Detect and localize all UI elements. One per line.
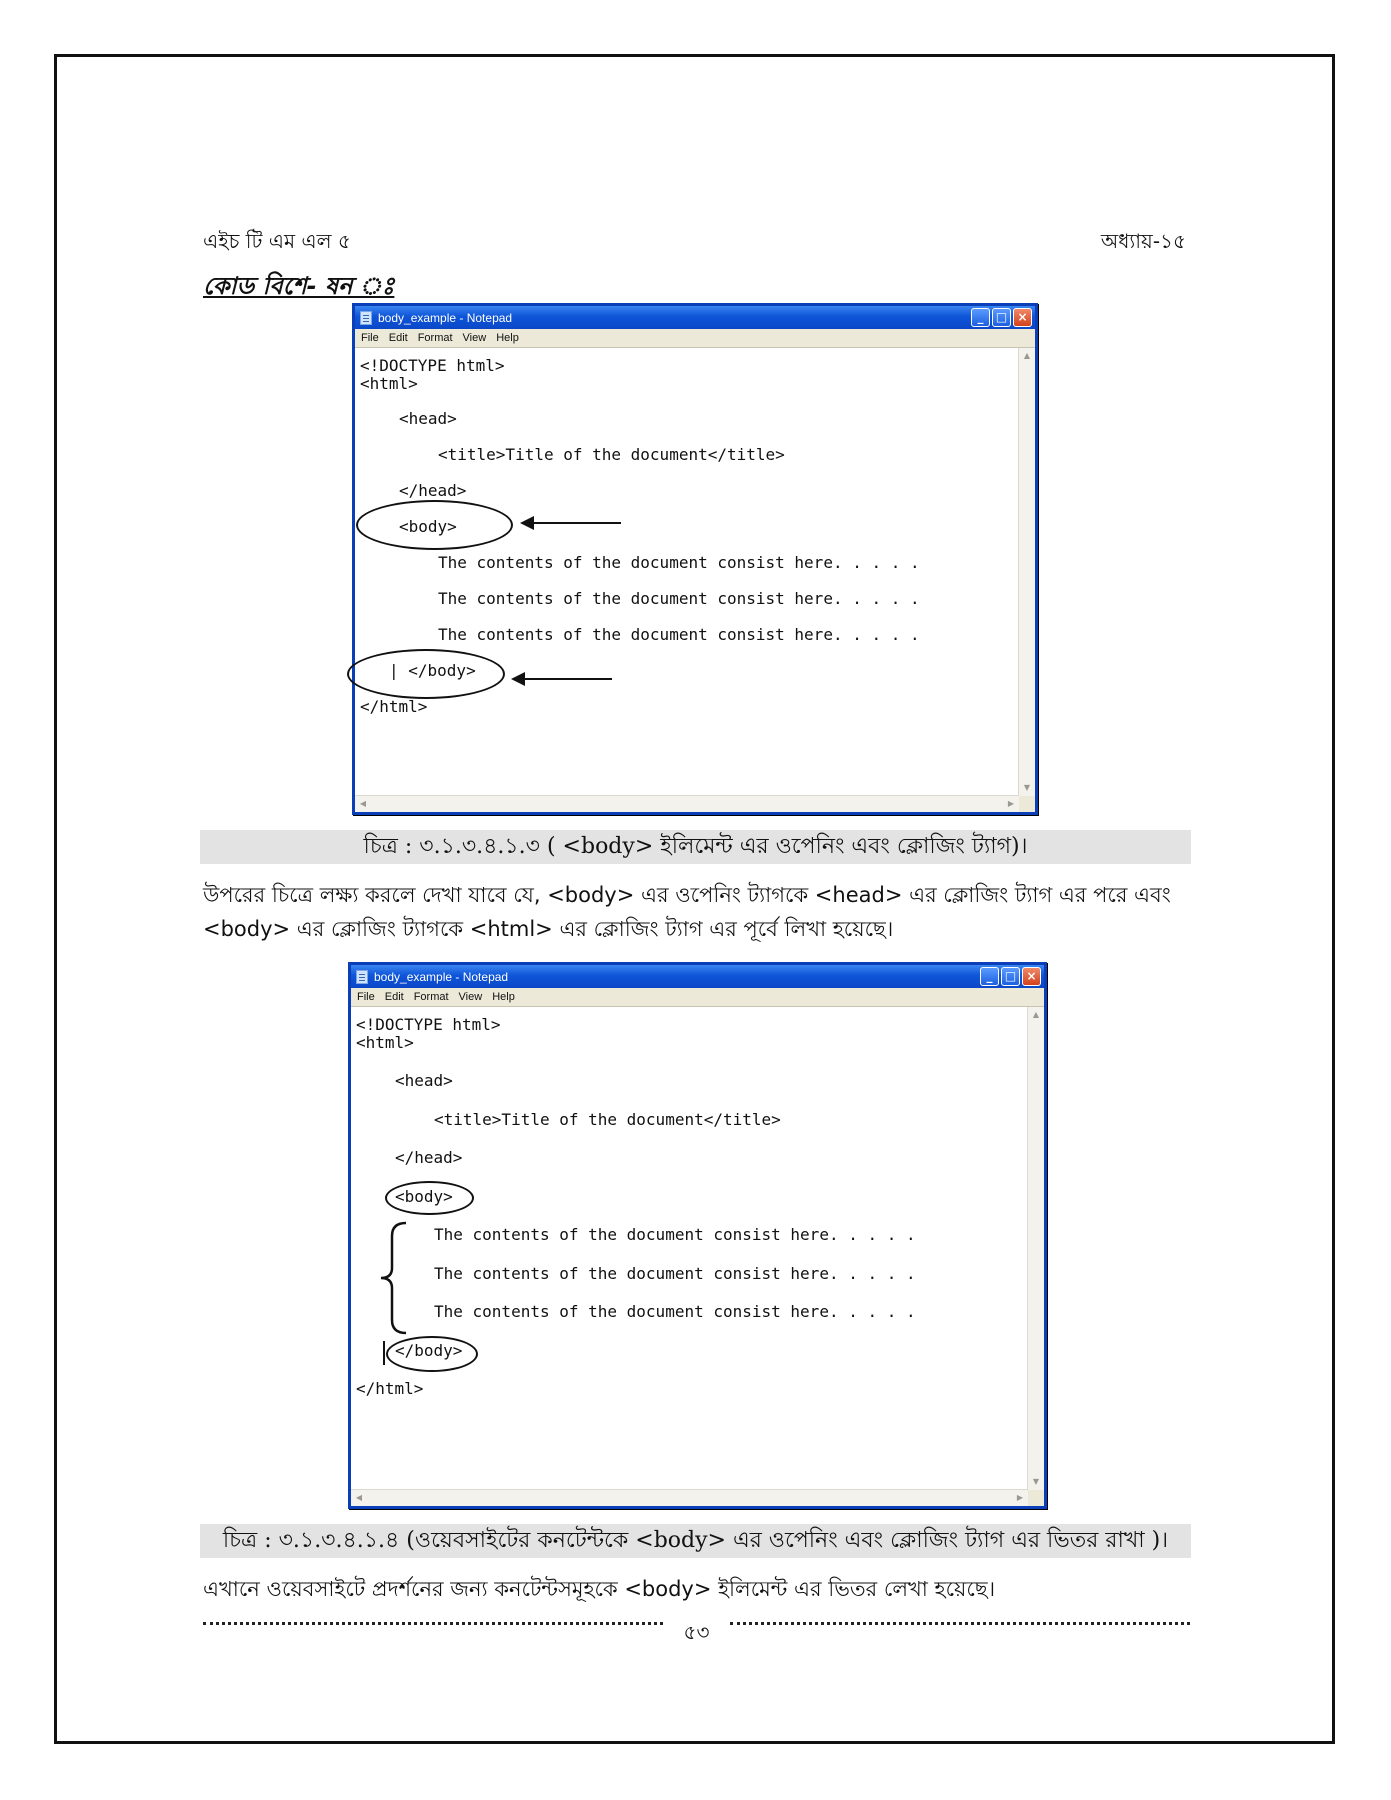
page-number: ৫৩ [683,1620,710,1644]
menu-file[interactable]: File [357,991,375,1003]
scroll-up-icon[interactable]: ▲ [1032,1010,1040,1019]
code-line: The contents of the document consist here. . . . . [434,1225,916,1244]
code-line: <html> [360,374,418,393]
code-line: The contents of the document consist here. . . . . [434,1302,916,1321]
code-line: </head> [399,481,467,500]
section-title: কোড বিশে- ষন ঃ [203,272,395,300]
code-line: The contents of the document consist here. . . . . [438,625,920,644]
maximize-button[interactable]: □ [992,308,1011,327]
menu-edit[interactable]: Edit [388,332,408,344]
scroll-left-icon[interactable]: ◀ [359,799,367,808]
page-footer [203,1614,1190,1654]
menu-file[interactable]: File [361,332,379,344]
scroll-right-icon[interactable]: ▶ [1016,1493,1024,1502]
pointer-arrow-icon [532,522,621,524]
footer-rule-right [730,1622,1190,1625]
menu-bar [351,988,1044,1007]
text-editor-area[interactable] [355,348,1035,812]
close-button[interactable]: × [1022,967,1041,986]
vertical-scrollbar[interactable] [1018,348,1035,796]
code-line: <title>Title of the document</title> [434,1110,781,1129]
figure-caption-1: চিত্র : ৩.১.৩.৪.১.৩ ( <body> ইলিমেন্ট এর ওপেনিং এবং ক্লোজিং ট্যাগ)। [200,830,1191,864]
highlight-ellipse [356,500,513,550]
resize-grip-icon[interactable] [1019,796,1035,812]
code-line: <title>Title of the document</title> [438,445,785,464]
vertical-scrollbar[interactable] [1027,1007,1044,1490]
code-line: <head> [399,409,457,428]
body-paragraph-line: উপরের চিত্রে লক্ষ্য করলে দেখা যাবে যে, <body> এর ওপেনিং ট্যাগকে <head> এর ক্লোজিং ট্যাগ এর পরে এবং [203,883,1171,907]
menu-bar [355,329,1035,348]
menu-help[interactable]: Help [496,332,519,344]
scroll-left-icon[interactable]: ◀ [355,1493,363,1502]
resize-grip-icon[interactable] [1028,1490,1044,1506]
code-line: </head> [395,1148,463,1167]
notepad-title-bar[interactable] [355,306,1035,329]
highlight-ellipse [347,649,505,699]
code-line: </html> [356,1379,424,1398]
text-cursor-icon [383,1341,385,1365]
text-editor-area[interactable] [351,1007,1044,1506]
menu-help[interactable]: Help [492,991,515,1003]
pointer-arrow-icon [523,678,612,680]
scroll-down-icon[interactable]: ▼ [1023,783,1031,792]
body-paragraph-2: এখানে ওয়েবসাইটে প্রদর্শনের জন্য কনটেন্টসমূহকে <body> ইলিমেন্ট এর ভিতর লেখা হয়েছে। [203,1577,996,1601]
code-line-body-open: <body> [395,1187,453,1206]
notepad-app-icon [360,311,372,325]
notepad-window-2 [348,962,1047,1509]
highlight-ellipse [385,1181,474,1215]
code-line: The contents of the document consist here. . . . . [438,553,920,572]
running-header-left: এইচ টি এম এল ৫ [203,229,351,253]
scroll-up-icon[interactable]: ▲ [1023,351,1031,360]
code-line-body-close: | </body> [389,661,476,680]
code-line: <head> [395,1071,453,1090]
scroll-right-icon[interactable]: ▶ [1007,799,1015,808]
horizontal-scrollbar[interactable] [351,1489,1028,1506]
code-line: The contents of the document consist here. . . . . [438,589,920,608]
maximize-button[interactable]: □ [1001,967,1020,986]
code-line-body-open: <body> [399,517,457,536]
notepad-title: body_example - Notepad [378,310,513,325]
code-line: <!DOCTYPE html> [360,356,505,375]
curly-brace-icon [376,1220,410,1336]
code-line: <html> [356,1033,414,1052]
code-line: <!DOCTYPE html> [356,1015,501,1034]
notepad-app-icon [356,970,368,984]
menu-view[interactable]: View [462,332,487,344]
notepad-title: body_example - Notepad [374,969,509,984]
menu-view[interactable]: View [458,991,483,1003]
running-header-right: অধ্যায়-১৫ [1100,229,1186,253]
highlight-ellipse [386,1336,478,1372]
menu-edit[interactable]: Edit [384,991,404,1003]
code-line: The contents of the document consist here. . . . . [434,1264,916,1283]
minimize-button[interactable]: _ [980,967,999,986]
scroll-down-icon[interactable]: ▼ [1032,1477,1040,1486]
menu-format[interactable]: Format [417,332,453,344]
code-line-body-close: </body> [395,1341,463,1360]
code-line: </html> [360,697,428,716]
close-button[interactable]: × [1013,308,1032,327]
notepad-title-bar[interactable] [351,965,1044,988]
minimize-button[interactable]: _ [971,308,990,327]
notepad-window-1 [352,303,1038,815]
menu-format[interactable]: Format [413,991,449,1003]
body-paragraph-line: <body> এর ক্লোজিং ট্যাগকে <html> এর ক্লোজিং ট্যাগ এর পূর্বে লিখা হয়েছে। [203,917,894,941]
horizontal-scrollbar[interactable] [355,795,1019,812]
figure-caption-2: চিত্র : ৩.১.৩.৪.১.৪ (ওয়েবসাইটের কনটেন্টকে <body> এর ওপেনিং এবং ক্লোজিং ট্যাগ এর ভিতর রাখা )। [200,1524,1191,1558]
